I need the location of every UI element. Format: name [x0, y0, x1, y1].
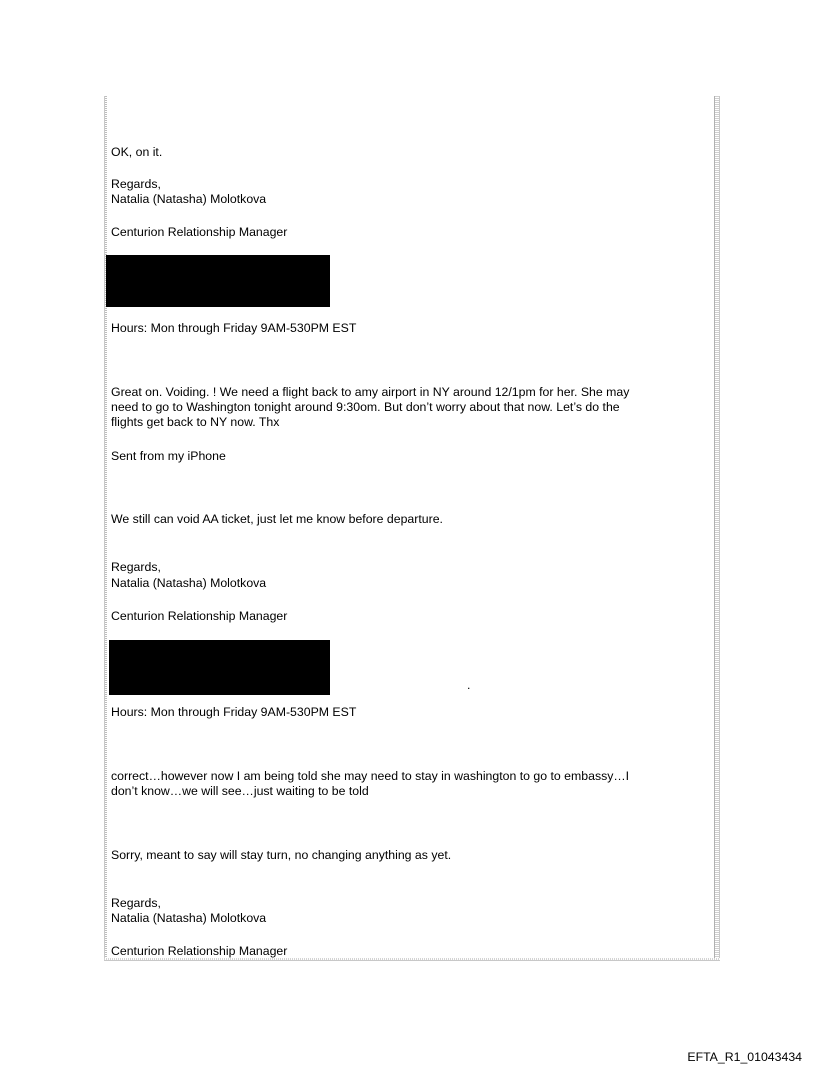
document-id: EFTA_R1_01043434: [687, 1050, 802, 1064]
message4-line2: don’t know…we will see…just waiting to be told: [111, 784, 369, 798]
reply3-closing: Regards,: [111, 560, 161, 574]
redaction-block: [109, 640, 330, 695]
stray-mark: .: [467, 678, 471, 692]
reply1-body: OK, on it.: [111, 145, 163, 159]
reply3-body: We still can void AA ticket, just let me know before departure.: [111, 512, 443, 526]
frame-right-border: [714, 96, 720, 961]
reply1-closing: Regards,: [111, 177, 161, 191]
reply5-sender-title: Centurion Relationship Manager: [111, 944, 288, 958]
reply3-hours: Hours: Mon through Friday 9AM-530PM EST: [111, 705, 357, 719]
reply5-body: Sorry, meant to say will stay turn, no changing anything as yet.: [111, 848, 452, 862]
redaction-block: [106, 255, 330, 307]
message2-signature: Sent from my iPhone: [111, 449, 226, 463]
message2-line2: need to go to Washington tonight around 9:30om. But don’t worry about that now. Let’s do the: [111, 400, 620, 414]
reply1-hours: Hours: Mon through Friday 9AM-530PM EST: [111, 321, 357, 335]
reply1-sender-title: Centurion Relationship Manager: [111, 225, 288, 239]
reply5-sender-name: Natalia (Natasha) Molotkova: [111, 911, 267, 925]
message4-line1: correct…however now I am being told she may need to stay in washington to go to embassy…I: [111, 769, 630, 783]
message2-line1: Great on. Voiding. ! We need a flight back to amy airport in NY around 12/1pm for her. She may: [111, 385, 630, 399]
reply3-sender-title: Centurion Relationship Manager: [111, 609, 288, 623]
message2-line3: flights get back to NY now. Thx: [111, 415, 280, 429]
reply3-sender-name: Natalia (Natasha) Molotkova: [111, 576, 267, 590]
frame-left-border: [104, 96, 107, 961]
reply1-sender-name: Natalia (Natasha) Molotkova: [111, 192, 267, 206]
reply5-closing: Regards,: [111, 896, 161, 910]
